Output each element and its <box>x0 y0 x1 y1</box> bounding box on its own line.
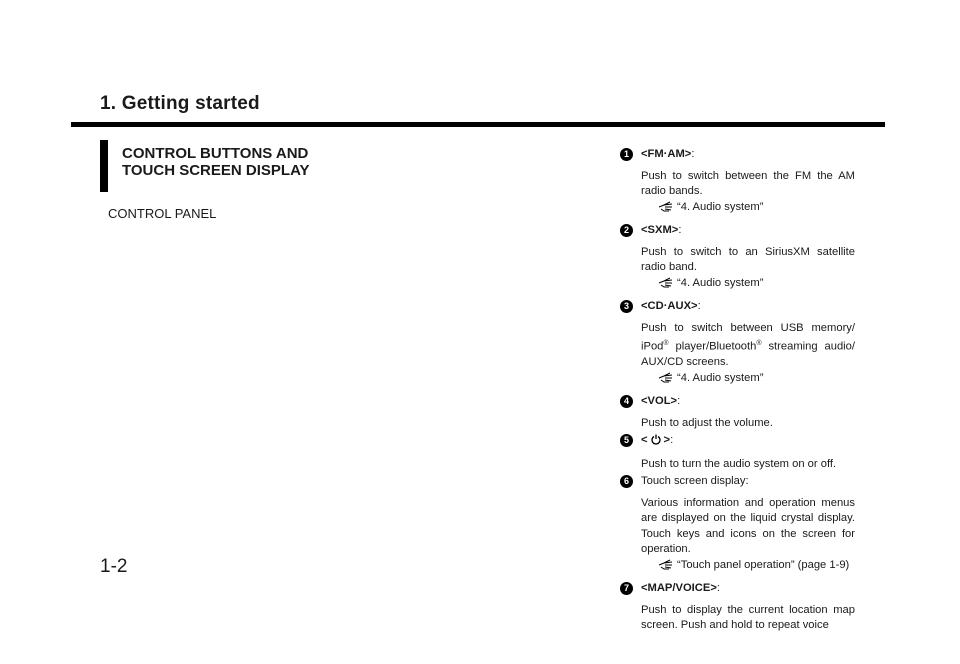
reference-hand-icon <box>658 559 674 576</box>
item-description: Push to switch to an SiriusXM satellite radio band. <box>641 245 855 273</box>
item-description: Push to turn the audio system on or off. <box>641 457 837 470</box>
item-number-badge: 3 <box>620 300 633 313</box>
item-description: Push to switch between the FM the AM radio bands. <box>641 169 855 197</box>
cross-reference: “4. Audio system” <box>641 371 855 389</box>
item-number-badge: 7 <box>620 582 633 595</box>
reference-hand-icon <box>658 372 674 389</box>
list-item-fm-am <box>620 147 855 217</box>
page-number: 1-2 <box>100 556 128 577</box>
reference-hand-icon <box>658 201 674 218</box>
item-description: Push to display the current location map screen. Push and hold to repeat voice <box>641 603 855 632</box>
item-number-badge: 6 <box>620 475 633 488</box>
cross-reference: “Touch panel operation” (page 1-9) <box>641 558 855 576</box>
section-title-line2: TOUCH SCREEN DISPLAY <box>122 162 310 179</box>
subheading: CONTROL PANEL <box>108 206 217 221</box>
power-icon <box>651 434 661 451</box>
item-title: <SXM>: <box>641 224 682 236</box>
list-item-sxm <box>620 223 855 293</box>
item-description: Various information and operation menus are displayed on the liquid crystal display. Touch keys and icons on the screen for operation. <box>641 496 855 556</box>
header-rule <box>71 122 885 127</box>
item-number-badge: 4 <box>620 395 633 408</box>
section-title-line1: CONTROL BUTTONS AND <box>122 145 309 162</box>
item-number-badge: 1 <box>620 148 633 161</box>
item-title: Touch screen display: <box>641 475 749 488</box>
list-item-power <box>620 433 855 472</box>
item-description: Push to switch between USB memory/ iPod® player/Bluetooth® streaming audio/ AUX/CD screens. <box>641 321 855 369</box>
item-title: <FM·AM>: <box>641 148 695 160</box>
item-title: <CD·AUX>: <box>641 300 701 312</box>
cross-reference: “4. Audio system” <box>641 276 855 294</box>
section-marker-bar <box>100 140 108 192</box>
section-title <box>122 145 382 179</box>
item-title: <VOL>: <box>641 395 681 408</box>
list-item-touch-screen <box>620 474 855 575</box>
button-description-list <box>620 147 855 634</box>
item-description: Push to adjust the volume. <box>641 416 773 429</box>
list-item-map-voice <box>620 581 855 634</box>
item-number-badge: 5 <box>620 434 633 447</box>
reference-hand-icon <box>658 277 674 294</box>
list-item-cd-aux <box>620 299 855 388</box>
item-title: < >: <box>641 433 855 451</box>
item-number-badge: 2 <box>620 224 633 237</box>
cross-reference: “4. Audio system” <box>641 200 855 218</box>
item-title: <MAP/VOICE>: <box>641 582 720 595</box>
list-item-vol <box>620 394 855 431</box>
chapter-title: 1. Getting started <box>100 93 260 114</box>
